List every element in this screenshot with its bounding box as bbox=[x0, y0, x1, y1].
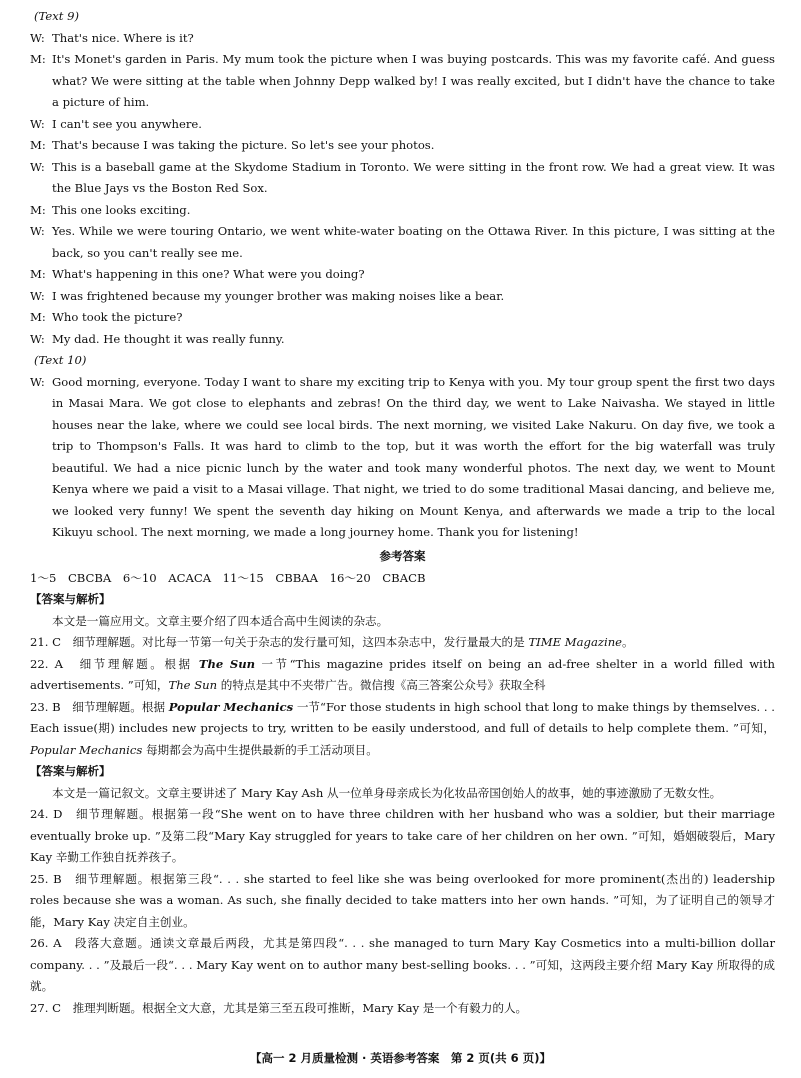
analysis-heading: 【答案与解析】 bbox=[30, 592, 111, 606]
dialogue-line: It's Monet's garden in Paris. My mum took the picture when I was buying postcards. This was my favorite café. And guess what? We were sitting at the table when Johnny Depp walked by! I was really excited, but I didn't have the chance to take a picture of him. bbox=[52, 52, 775, 109]
answer-item-27: 27. C 推理判断题。根据全文大意，尤其是第三至五段可推断，Mary Kay 是一个有毅力的人。 bbox=[30, 1000, 528, 1015]
speaker-label: M: bbox=[30, 138, 46, 152]
answer-item-26: 26. A 段落大意题。通读文章最后两段，尤其是第四段“. . . she managed to turn Mary Kay Cosmetics into a multi-billion dollar company. . . ”及最后一段“. . . Mary Kay went on to author many best-selling books. . . ”可知，这两段主要介绍 Mary Kay 所取得的成就。 bbox=[30, 936, 775, 993]
dialogue-turn bbox=[30, 49, 775, 114]
answer-text: 23. B 细节理解题。根据 bbox=[30, 699, 169, 714]
text-9-label: (Text 9) bbox=[34, 9, 79, 23]
dialogue-line: Who took the picture? bbox=[52, 310, 183, 324]
speaker-label: W: bbox=[30, 159, 45, 174]
answer-item-25: 25. B 细节理解题。根据第三段“. . . she started to feel like she was being overlooked for more prominent(杰出的) leadership roles because she was a woman. As such, she finally decided to take matters into her own hands. ”可知，为了证明自己的领导才能，Mary Kay 决定自主创业。 bbox=[30, 871, 775, 929]
speaker-label: W: bbox=[30, 30, 45, 45]
answer-key-title: 参考答案 bbox=[379, 549, 426, 563]
answer-item-24: 24. D 细节理解题。根据第一段“She went on to have three children with her husband who was a soldier, but their marriage eventually broke up. ”及第二段“Mary Kay struggled for years to take care of her children on her own. ”可知，婚姻破裂后，Mary Kay 辛勤工作独自抚养孩子。 bbox=[30, 807, 775, 864]
speaker-label: M: bbox=[30, 267, 46, 281]
speaker-label: M: bbox=[30, 52, 46, 66]
answer-key-line: 1～5 CBCBA 6～10 ACACA 11～15 CBBAA 16～20 CBACB bbox=[30, 570, 426, 585]
dialogue-line: Yes. While we were touring Ontario, we went white-water boating on the Ottawa River. In this picture, I was sitting at the back, so you can't really see me. bbox=[52, 224, 775, 260]
speaker-label: W: bbox=[30, 224, 45, 238]
magazine-title: TIME Magazine bbox=[528, 635, 623, 649]
dialogue-turn bbox=[30, 264, 775, 286]
speaker-label: M: bbox=[30, 202, 46, 217]
answer-text: 的特点是其中不夹带广告。微信搜《高三答案公众号》获取全科 bbox=[217, 678, 546, 692]
dialogue-turn bbox=[30, 286, 775, 308]
answer-text: 21. C 细节理解题。对比每一节第一句关于杂志的发行量可知，这四本杂志中，发行量最大的是 bbox=[30, 635, 529, 649]
text-10-label: (Text 10) bbox=[34, 353, 87, 367]
dialogue-line: That's nice. Where is it? bbox=[52, 30, 194, 45]
answer-text: 。 bbox=[622, 635, 634, 649]
dialogue-turn bbox=[30, 307, 775, 329]
dialogue-line: I was frightened because my younger brother was making noises like a bear. bbox=[52, 288, 505, 303]
dialogue-line: This is a baseball game at the Skydome Stadium in Toronto. We were sitting in the front row. We had a great view. It was the Blue Jays vs the Boston Red Sox. bbox=[52, 159, 775, 195]
analysis-heading: 【答案与解析】 bbox=[30, 764, 111, 778]
passage-summary: 本文是一篇记叙文。文章主要讲述了 Mary Kay Ash 从一位单身母亲成长为化妆品帝国创始人的故事，她的事迹激励了无数女性。 bbox=[52, 785, 722, 800]
answer-text: 每期都会为高中生提供最新的手工活动项目。 bbox=[142, 742, 378, 757]
magazine-title: Popular Mechanics bbox=[30, 742, 143, 757]
speaker-label: W: bbox=[30, 374, 45, 389]
answer-text: 一节“For those students in high school that long to make things by themselves. . . Each issue(期) includes new projects to try, written to be easily understood, and full of details to help complete them. ”可知， bbox=[30, 699, 775, 735]
speaker-label: M: bbox=[30, 310, 46, 324]
dialogue-line: Good morning, everyone. Today I want to share my exciting trip to Kenya with you. My tour group spent the first two days in Masai Mara. We got close to elephants and zebras! On the third day, we went to Lake Naivasha. We stayed in little houses near the lake, where we could see local birds. The next morning, we visited Lake Nakuru. On day five, we took a trip to Thompson's Falls. It was hard to climb to the top, but it was worth the effort for the big waterfall was truly beautiful. We had a nice picnic lunch by the water and took many wonderful photos. The next day, we went to Mount Kenya where we paid a visit to a Masai village. That night, we tried to do some traditional Masai dancing, and believe me, we looked very funny! We spent the seventh day hiking on Mount Kenya, and afterwards we made a trip to the local Kikuyu school. The next morning, we made a long journey home. Thank you for listening! bbox=[52, 374, 775, 539]
speaker-label: W: bbox=[30, 116, 45, 131]
answer-item-22 bbox=[30, 654, 775, 697]
dialogue-line: That's because I was taking the picture. So let's see your photos. bbox=[52, 138, 435, 152]
dialogue-turn bbox=[30, 200, 775, 222]
dialogue-line: My dad. He thought it was really funny. bbox=[52, 331, 285, 346]
dialogue-turn bbox=[30, 329, 775, 351]
answer-text: 一节“This magazine prides itself on being an ad-free shelter in a world filled with advertisements. ”可知， bbox=[30, 656, 776, 692]
answer-item-23 bbox=[30, 697, 775, 762]
dialogue-turn bbox=[30, 28, 775, 50]
passage-summary: 本文是一篇应用文。文章主要介绍了四本适合高中生阅读的杂志。 bbox=[52, 613, 389, 628]
transcript-text-9 bbox=[30, 6, 775, 544]
magazine-title: The Sun bbox=[198, 656, 256, 671]
text-10-monologue bbox=[30, 372, 775, 544]
speaker-label: W: bbox=[30, 288, 45, 303]
dialogue-line: What's happening in this one? What were you doing? bbox=[52, 267, 365, 281]
text-9-dialogue bbox=[30, 28, 775, 351]
dialogue-turn bbox=[30, 114, 775, 136]
dialogue-turn bbox=[30, 157, 775, 200]
answer-text: 22. A 细节理解题。根据 bbox=[30, 656, 199, 671]
answer-item-21 bbox=[30, 632, 775, 654]
dialogue-turn bbox=[30, 221, 775, 264]
magazine-title: The Sun bbox=[168, 678, 218, 692]
dialogue-turn bbox=[30, 135, 775, 157]
answer-section bbox=[30, 546, 775, 1019]
dialogue-line: I can't see you anywhere. bbox=[52, 116, 202, 131]
speaker-label: W: bbox=[30, 331, 45, 346]
magazine-title: Popular Mechanics bbox=[168, 699, 294, 714]
dialogue-line: This one looks exciting. bbox=[52, 202, 191, 217]
page-footer: 【高一 2 月质量检测 · 英语参考答案 第 2 页(共 6 页)】 bbox=[250, 1051, 551, 1065]
